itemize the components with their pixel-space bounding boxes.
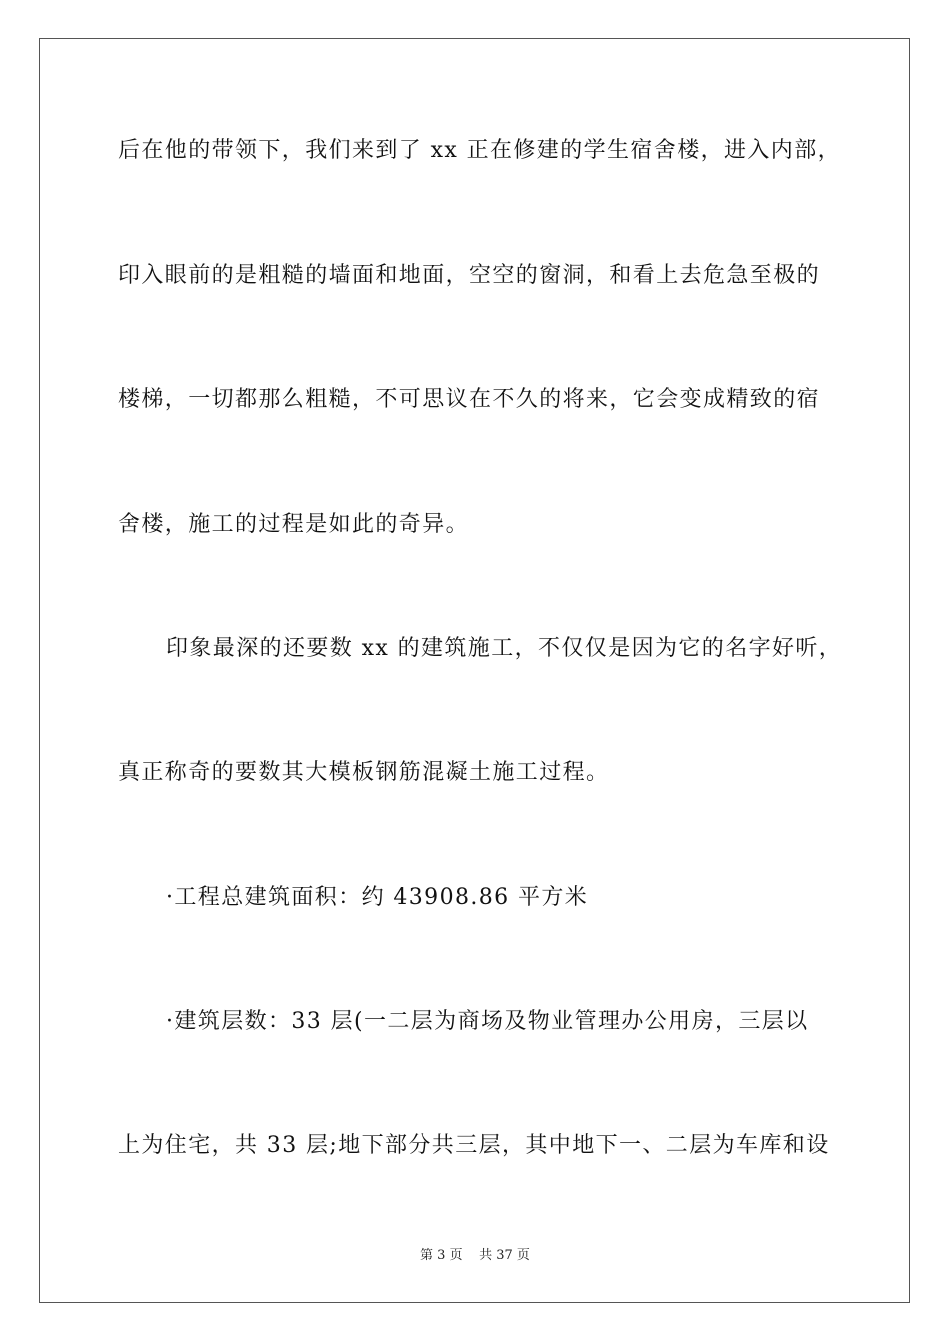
text-line: 真正称奇的要数其大模板钢筋混凝土施工过程。 bbox=[118, 760, 610, 785]
text-line: 上为住宅，共 33 层;地下部分共三层，其中地下一、二层为车库和设 bbox=[118, 1133, 830, 1158]
bullet-item: ·建筑层数：33 层(一二层为商场及物业管理办公用房，三层以 bbox=[166, 1009, 809, 1034]
page-footer bbox=[0, 1248, 950, 1264]
text-line: 楼梯，一切都那么粗糙，不可思议在不久的将来，它会变成精致的宿 bbox=[118, 387, 821, 412]
total-pages: 共 37 页 bbox=[479, 1248, 530, 1263]
bullet-item: ·工程总建筑面积：约 43908.86 平方米 bbox=[166, 885, 589, 910]
text-line: 后在他的带领下，我们来到了 xx 正在修建的学生宿舍楼，进入内部， bbox=[118, 138, 842, 163]
text-line: 舍楼，施工的过程是如此的奇异。 bbox=[118, 512, 470, 537]
page-number: 第 3 页 bbox=[420, 1248, 463, 1263]
text-line: 印入眼前的是粗糙的墙面和地面，空空的窗洞，和看上去危急至极的 bbox=[118, 263, 821, 288]
paragraph-first-line: 印象最深的还要数 xx 的建筑施工，不仅仅是因为它的名字好听， bbox=[166, 636, 843, 661]
page-border bbox=[39, 38, 910, 1303]
